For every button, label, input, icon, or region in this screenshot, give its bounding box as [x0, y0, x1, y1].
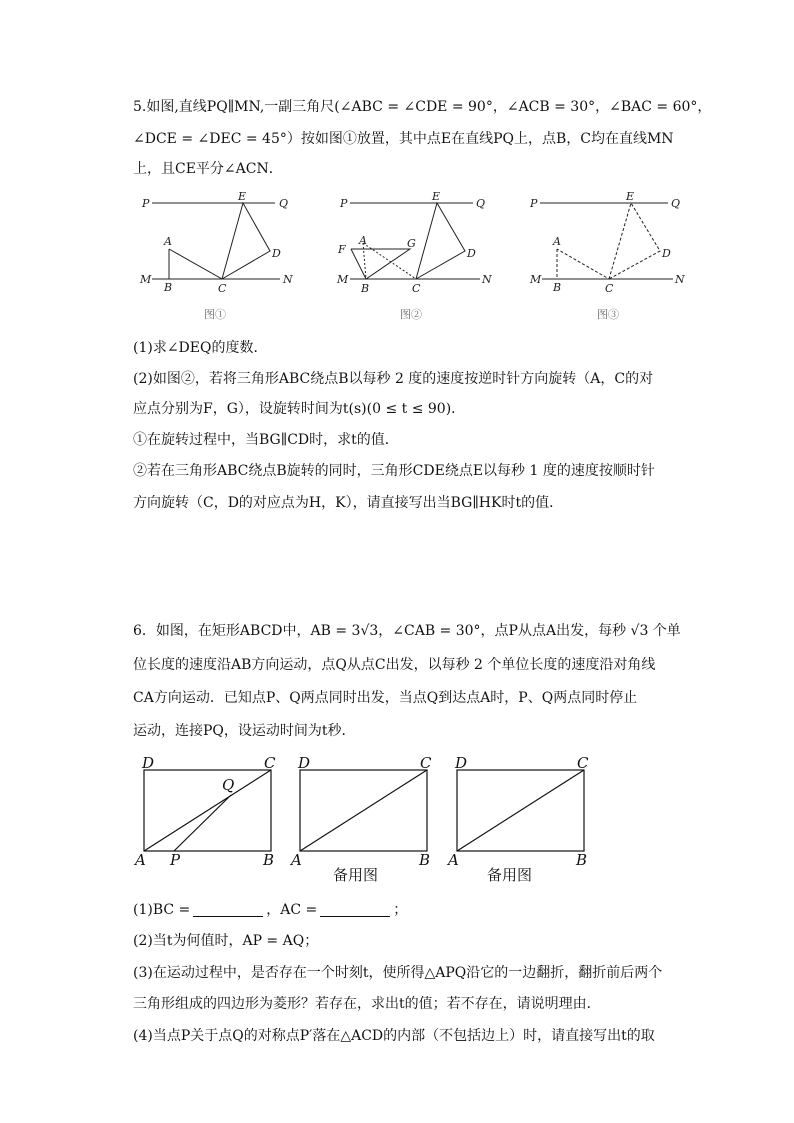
q6-fig2-label-d: D — [298, 754, 311, 772]
q6-line-1: 6．如图，在矩形ABCD中，AB = 3√3，∠CAB = 30°，点P从点A出发，每秒 √3 个单 — [133, 623, 681, 639]
fig1-label-b: B — [164, 281, 173, 294]
answer-blank-ac[interactable] — [320, 902, 390, 917]
q6-fig1-label-q: Q — [222, 776, 235, 794]
q6-line-4: 运动，连接PQ，设运动时间为t秒． — [133, 723, 356, 739]
fig2-label-f: F — [338, 243, 346, 256]
fig3-label-a: A — [553, 235, 561, 248]
q5-line-3: 上，且CE平分∠ACN． — [133, 161, 283, 177]
q6-figure-main — [133, 754, 276, 869]
q5-figure-3 — [529, 190, 685, 321]
q6-part-3b: 三角形组成的四边形为菱形？若存在，求出t的值；若不存在，请说明理由． — [133, 996, 601, 1012]
fig2-label-e: E — [432, 190, 441, 203]
q5-part-2-ii-a: ②若在三角形ABC绕点B旋转的同时，三角形CDE绕点E以每秒 1 度的速度按顺时针 — [133, 463, 655, 479]
q5-figure-1 — [139, 190, 293, 321]
q6-part-4: (4)当点P关于点Q的对称点P′落在△ACD的内部（不包括边上）时，请直接写出t的取 — [133, 1028, 655, 1044]
q5-part-2b: 应点分别为F，G），设旋转时间为t(s)(0 ≤ t ≤ 90)． — [133, 401, 466, 417]
fig2-label-g: G — [407, 237, 416, 250]
q5-part-1: (1)求∠DEQ的度数． — [133, 340, 268, 356]
q6-fig3-label-b: B — [576, 851, 588, 869]
q6-line-3: CA方向运动．已知点P、Q两点同时出发，当点Q到达点A时，P、Q两点同时停止 — [133, 690, 638, 706]
q5-part-2-i: ①在旋转过程中，当BG∥CD时，求t的值． — [133, 432, 399, 448]
q6-figure-backup-1 — [289, 754, 432, 884]
q6-fig3-label-c: C — [577, 754, 589, 772]
q6-fig2-label-a: A — [291, 851, 302, 869]
fig3-label-q: Q — [671, 197, 681, 210]
q6-fig1-label-p: P — [170, 851, 181, 869]
q6-part-1-bc: (1)BC = — [133, 902, 191, 918]
fig1-label-p: P — [142, 197, 150, 210]
q6-fig3-label-d: D — [455, 754, 468, 772]
q5-line-1: 5.如图,直线PQ∥MN,一副三角尺(∠ABC = ∠CDE = 90°，∠ACB = 30°，∠BAC = 60°， — [133, 99, 712, 115]
q6-fig1-label-b: B — [263, 851, 275, 869]
fig1-label-a: A — [164, 235, 172, 248]
fig2-label-d: D — [467, 247, 476, 260]
q6-part-1-ac: ，AC = — [266, 902, 318, 918]
fig1-label-c: C — [218, 282, 227, 295]
q5-figures — [130, 185, 690, 330]
fig1-label-n: N — [283, 273, 293, 286]
fig2-label-b: B — [361, 282, 370, 295]
q6-part-1 — [133, 901, 407, 919]
q6-fig2-caption: 备用图 — [333, 866, 379, 884]
q5-part-2a: (2)如图②，若将三角形ABC绕点B以每秒 2 度的速度按逆时针方向旋转（A，C的对 — [133, 371, 654, 387]
fig3-label-d: D — [662, 247, 671, 260]
q5-figure-2 — [336, 190, 492, 321]
fig2-caption: 图② — [400, 308, 422, 321]
fig3-label-m: M — [530, 273, 542, 286]
q5-line-2: ∠DCE = ∠DEC = 45°）按如图①放置，其中点E在直线PQ上，点B，C均在直线MN — [133, 131, 674, 147]
q5-part-2-ii-b: 方向旋转（C，D的对应点为H，K），请直接写出当BG∥HK时t的值． — [133, 495, 564, 511]
q6-figures — [130, 748, 600, 888]
q6-fig3-label-a: A — [448, 851, 459, 869]
fig1-caption: 图① — [204, 308, 226, 321]
fig1-label-d: D — [272, 247, 281, 260]
fig2-label-m: M — [337, 273, 349, 286]
q6-fig2-label-b: B — [419, 851, 431, 869]
fig3-label-e: E — [626, 190, 635, 203]
q6-part-1-end: ； — [393, 902, 408, 918]
q6-fig1-label-a: A — [135, 851, 146, 869]
answer-blank-bc[interactable] — [193, 902, 263, 917]
q6-fig1-label-c: C — [264, 754, 276, 772]
q6-fig3-caption: 备用图 — [487, 866, 533, 884]
fig3-label-p: P — [530, 197, 538, 210]
fig3-label-n: N — [675, 273, 685, 286]
fig3-label-b: B — [553, 281, 562, 294]
fig3-caption: 图③ — [597, 308, 619, 321]
fig3-label-c: C — [605, 282, 614, 295]
fig2-label-c: C — [412, 282, 421, 295]
q6-fig1-label-d: D — [142, 754, 155, 772]
fig2-label-n: N — [482, 273, 492, 286]
fig2-label-q: Q — [476, 197, 486, 210]
q6-line-2: 位长度的速度沿AB方向运动，点Q从点C出发，以每秒 2 个单位长度的速度沿对角线 — [133, 657, 656, 673]
q6-part-3a: (3)在运动过程中，是否存在一个时刻t，使所得△APQ沿它的一边翻折，翻折前后两个 — [133, 965, 663, 981]
q6-figure-backup-2 — [446, 754, 589, 884]
fig1-label-m: M — [140, 273, 152, 286]
fig1-label-q: Q — [279, 197, 289, 210]
fig2-label-a: A — [359, 234, 367, 247]
fig1-label-e: E — [238, 190, 247, 203]
fig2-label-p: P — [340, 197, 348, 210]
q6-part-2: (2)当t为何值时，AP = AQ； — [133, 933, 319, 949]
q6-fig2-label-c: C — [420, 754, 432, 772]
